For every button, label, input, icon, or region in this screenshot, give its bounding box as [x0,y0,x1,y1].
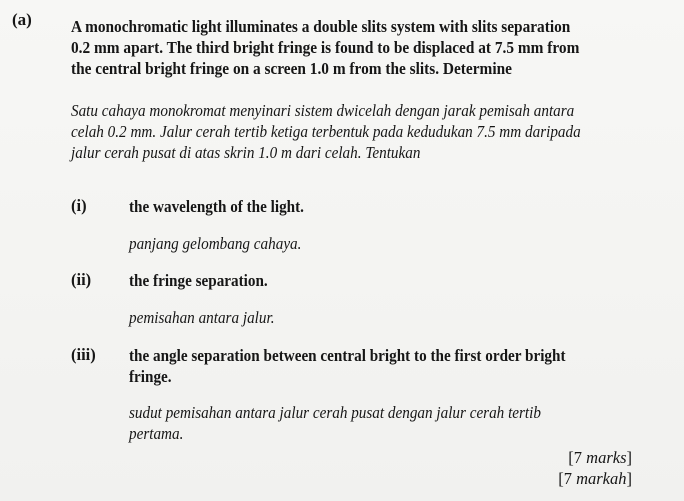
item-number-iii: (iii) [71,345,96,364]
question-label: (a) [12,10,32,29]
item-number-i: (i) [71,196,87,215]
question-text-english: A monochromatic light illuminates a double slits system with slits separation 0.2 mm apart. The third bright fringe is found to be displaced at 7.5 mm from the central bright fringe on a screen 1.0 m from the slits. Determine [71,17,580,78]
item-text-english-ii: the fringe separation. [129,271,268,290]
item-text-malay-ii: pemisahan antara jalur. [129,308,275,327]
marks-malay: [7 markah] [558,469,632,488]
marks-english: [7 marks] [568,448,632,467]
item-number-ii: (ii) [71,270,92,289]
item-text-malay-iii: sudut pemisahan antara jalur cerah pusat dengan jalur cerah tertib pertama. [129,403,541,443]
question-text-malay: Satu cahaya monokromat menyinari sistem dwicelah dengan jarak pemisah antara celah 0.2 mm. Jalur cerah tertib ketiga terbentuk pada kedudukan 7.5 mm daripada jalur cerah pusat di atas skrin 1.0 m dari celah. Tentukan [71,101,581,162]
item-text-malay-i: panjang gelombang cahaya. [129,234,302,253]
item-text-english-i: the wavelength of the light. [129,197,304,216]
item-text-english-iii: the angle separation between central bright to the first order bright fringe. [129,346,566,386]
